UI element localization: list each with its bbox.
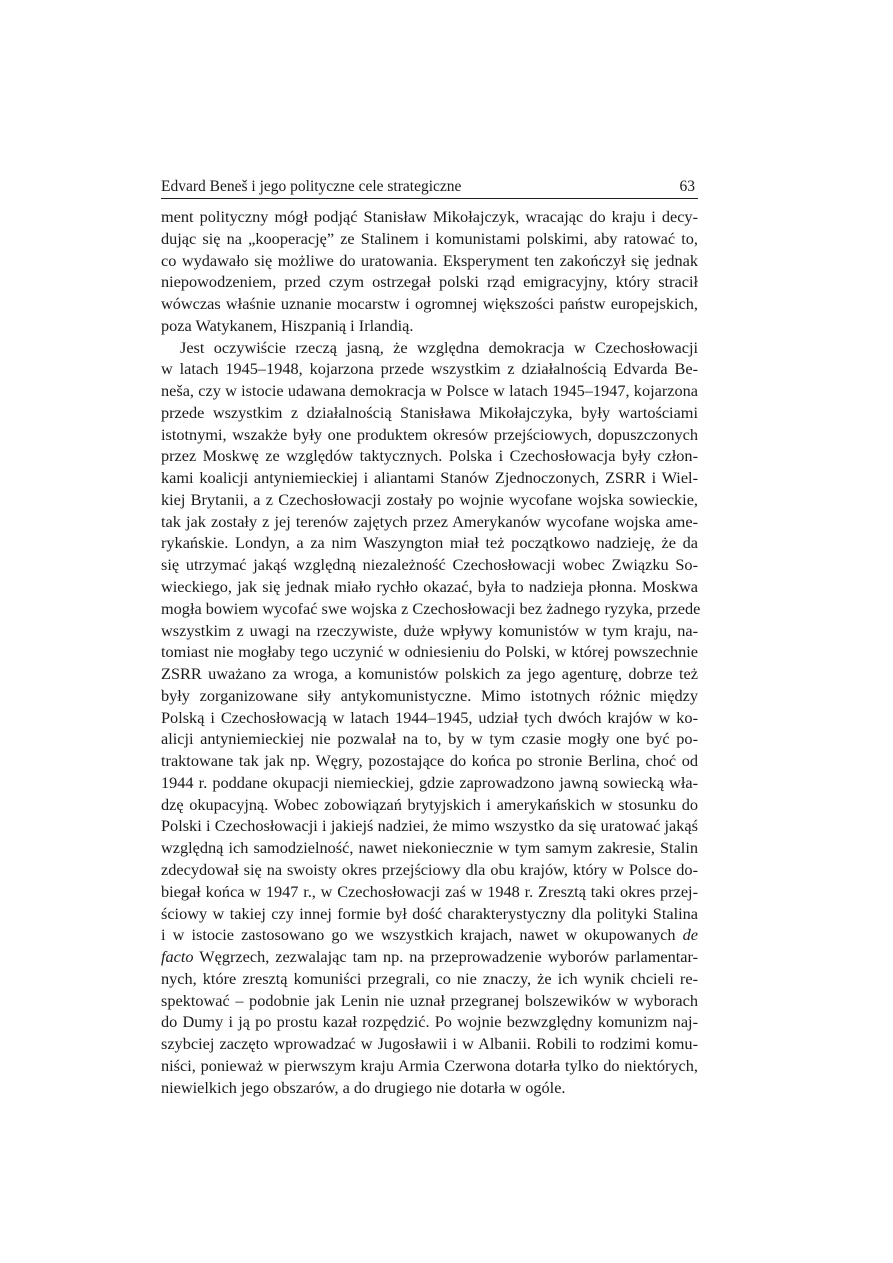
paragraph-1 [161, 206, 698, 337]
text-line-with-italic [161, 946, 698, 968]
text-line: Polski i Czechosłowacji i jakiejś nadziei, że mimo wszystko da się uratować jakąś [161, 816, 698, 836]
text-line: kami koalicji antyniemieckiej i aliantami Stanów Zjednoczonych, ZSRR i Wiel- [161, 468, 698, 488]
text-segment: Węgrzech, zezwalając tam np. na przeprowadzenie wyborów parlamentar- [199, 947, 698, 967]
text-line: mogła bowiem wycofać swe wojska z Czechosłowacji bez żadnego ryzyka, przede [161, 598, 701, 618]
italic-term: de [682, 925, 698, 945]
text-line-with-italic [161, 924, 698, 946]
text-line: wszystkim z uwagi na rzeczywiste, duże wpływy komunistów w tym kraju, na- [161, 620, 698, 640]
text-line: niści, ponieważ w pierwszym kraju Armia Czerwona dotarła tylko do niektórych, [161, 1055, 698, 1075]
text-line: względną ich samodzielność, nawet niekoniecznie w tym samym zakresie, Stalin [161, 838, 698, 858]
text-line: traktowane tak jak np. Węgry, pozostające do końca po stronie Berlina, choć od [161, 751, 698, 771]
text-line: do Dumy i ją po prostu kazał rozpędzić. Po wojnie bezwzględny komunizm naj- [161, 1012, 698, 1032]
text-line: dując się na „kooperację” ze Stalinem i komunistami polskimi, aby ratować to, [161, 228, 698, 248]
text-line: tak jak zostały z jej terenów zajętych przez Amerykanów wycofane wojska ame- [161, 511, 698, 531]
text-line: nych, które zresztą komuniści przegrali, co nie znaczy, że ich wynik chcieli re- [161, 968, 698, 988]
text-line: w latach 1945–1948, kojarzona przede wszystkim z działalnością Edvarda Be- [161, 359, 698, 379]
running-title: Edvard Beneš i jego polityczne cele strategiczne [161, 178, 462, 195]
text-line: tomiast nie mogłaby tego uczynić w odniesieniu do Polski, w której powszechnie [161, 642, 698, 662]
text-line: Jest oczywiście rzeczą jasną, że względna demokracja w Czechosłowacji [180, 337, 698, 357]
text-line: poza Watykanem, Hiszpanią i Irlandią. [161, 315, 414, 335]
text-line: kiej Brytanii, a z Czechosłowacji zostały po wojnie wycofane wojska sowieckie, [161, 489, 698, 509]
text-line: były zorganizowane siły antykomunistyczne. Mimo istotnych różnic między [161, 685, 698, 705]
running-header [161, 177, 698, 199]
body-text [161, 206, 701, 1098]
text-line: wieckiego, jak się jednak miało rychło okazać, była to nadzieja płonna. Moskwa [161, 577, 698, 597]
text-line: szybciej zaczęto wprowadzać w Jugosławii i w Albanii. Robili to rodzimi komu- [161, 1034, 698, 1054]
text-line: zdecydował się na swoisty okres przejściowy dla obu krajów, który w Polsce do- [161, 859, 698, 879]
text-line: ment polityczny mógł podjąć Stanisław Mikołajczyk, wracając do kraju i decy- [161, 207, 698, 226]
text-line: ściowy w takiej czy innej formie był dość charakterystyczny dla polityki Stalina [161, 903, 698, 923]
text-line: co wydawało się możliwe do uratowania. Eksperyment ten zakończył się jednak [161, 250, 698, 270]
text-line: alicji antyniemieckiej nie pozwalał na to, by w tym czasie mogły one być po- [161, 729, 698, 749]
text-line: 1944 r. poddane okupacji niemieckiej, gdzie zaprowadzono jawną sowiecką wła- [161, 772, 698, 792]
page-number: 63 [679, 178, 695, 195]
italic-term: facto [161, 947, 194, 967]
text-segment: i w istocie zastosowano go we wszystkich krajach, nawet w okupowanych [161, 925, 676, 945]
text-line: wówczas właśnie uznanie mocarstw i ogromnej większości państw europejskich, [161, 294, 698, 314]
text-line: neša, czy w istocie udawana demokracja w Polsce w latach 1945–1947, kojarzona [161, 381, 698, 401]
text-line: się utrzymać jakąś względną niezależność Czechosłowacji wobec Związku So- [161, 555, 698, 575]
text-line: ZSRR uważano za wroga, a komunistów polskich za jego agenturę, dobrze też [161, 664, 698, 684]
text-line: przede wszystkim z działalnością Stanisława Mikołajczyka, były wartościami [161, 402, 698, 422]
text-line: rykańskie. Londyn, a za nim Waszyngton miał też początkowo nadzieję, że da [161, 533, 698, 553]
paragraph-2 [161, 337, 701, 1099]
text-line: Polską i Czechosłowacją w latach 1944–1945, udział tych dwóch krajów w ko- [161, 707, 698, 727]
text-line: biegał końca w 1947 r., w Czechosłowacji zaś w 1948 r. Zresztą taki okres przej- [161, 881, 698, 901]
text-line: istotnymi, wszakże były one produktem okresów przejściowych, dopuszczonych [161, 424, 698, 444]
text-line: niewielkich jego obszarów, a do drugiego nie dotarła w ogóle. [161, 1077, 566, 1097]
text-line: spektować – podobnie jak Lenin nie uznał przegranej bolszewików w wyborach [161, 990, 698, 1010]
text-line: niepowodzeniem, przed czym ostrzegał polski rząd emigracyjny, który stracił [161, 272, 698, 292]
text-line: przez Moskwę ze względów taktycznych. Polska i Czechosłowacja były człon- [161, 446, 698, 466]
text-line: dzę okupacyjną. Wobec zobowiązań brytyjskich i amerykańskich w stosunku do [161, 794, 698, 814]
